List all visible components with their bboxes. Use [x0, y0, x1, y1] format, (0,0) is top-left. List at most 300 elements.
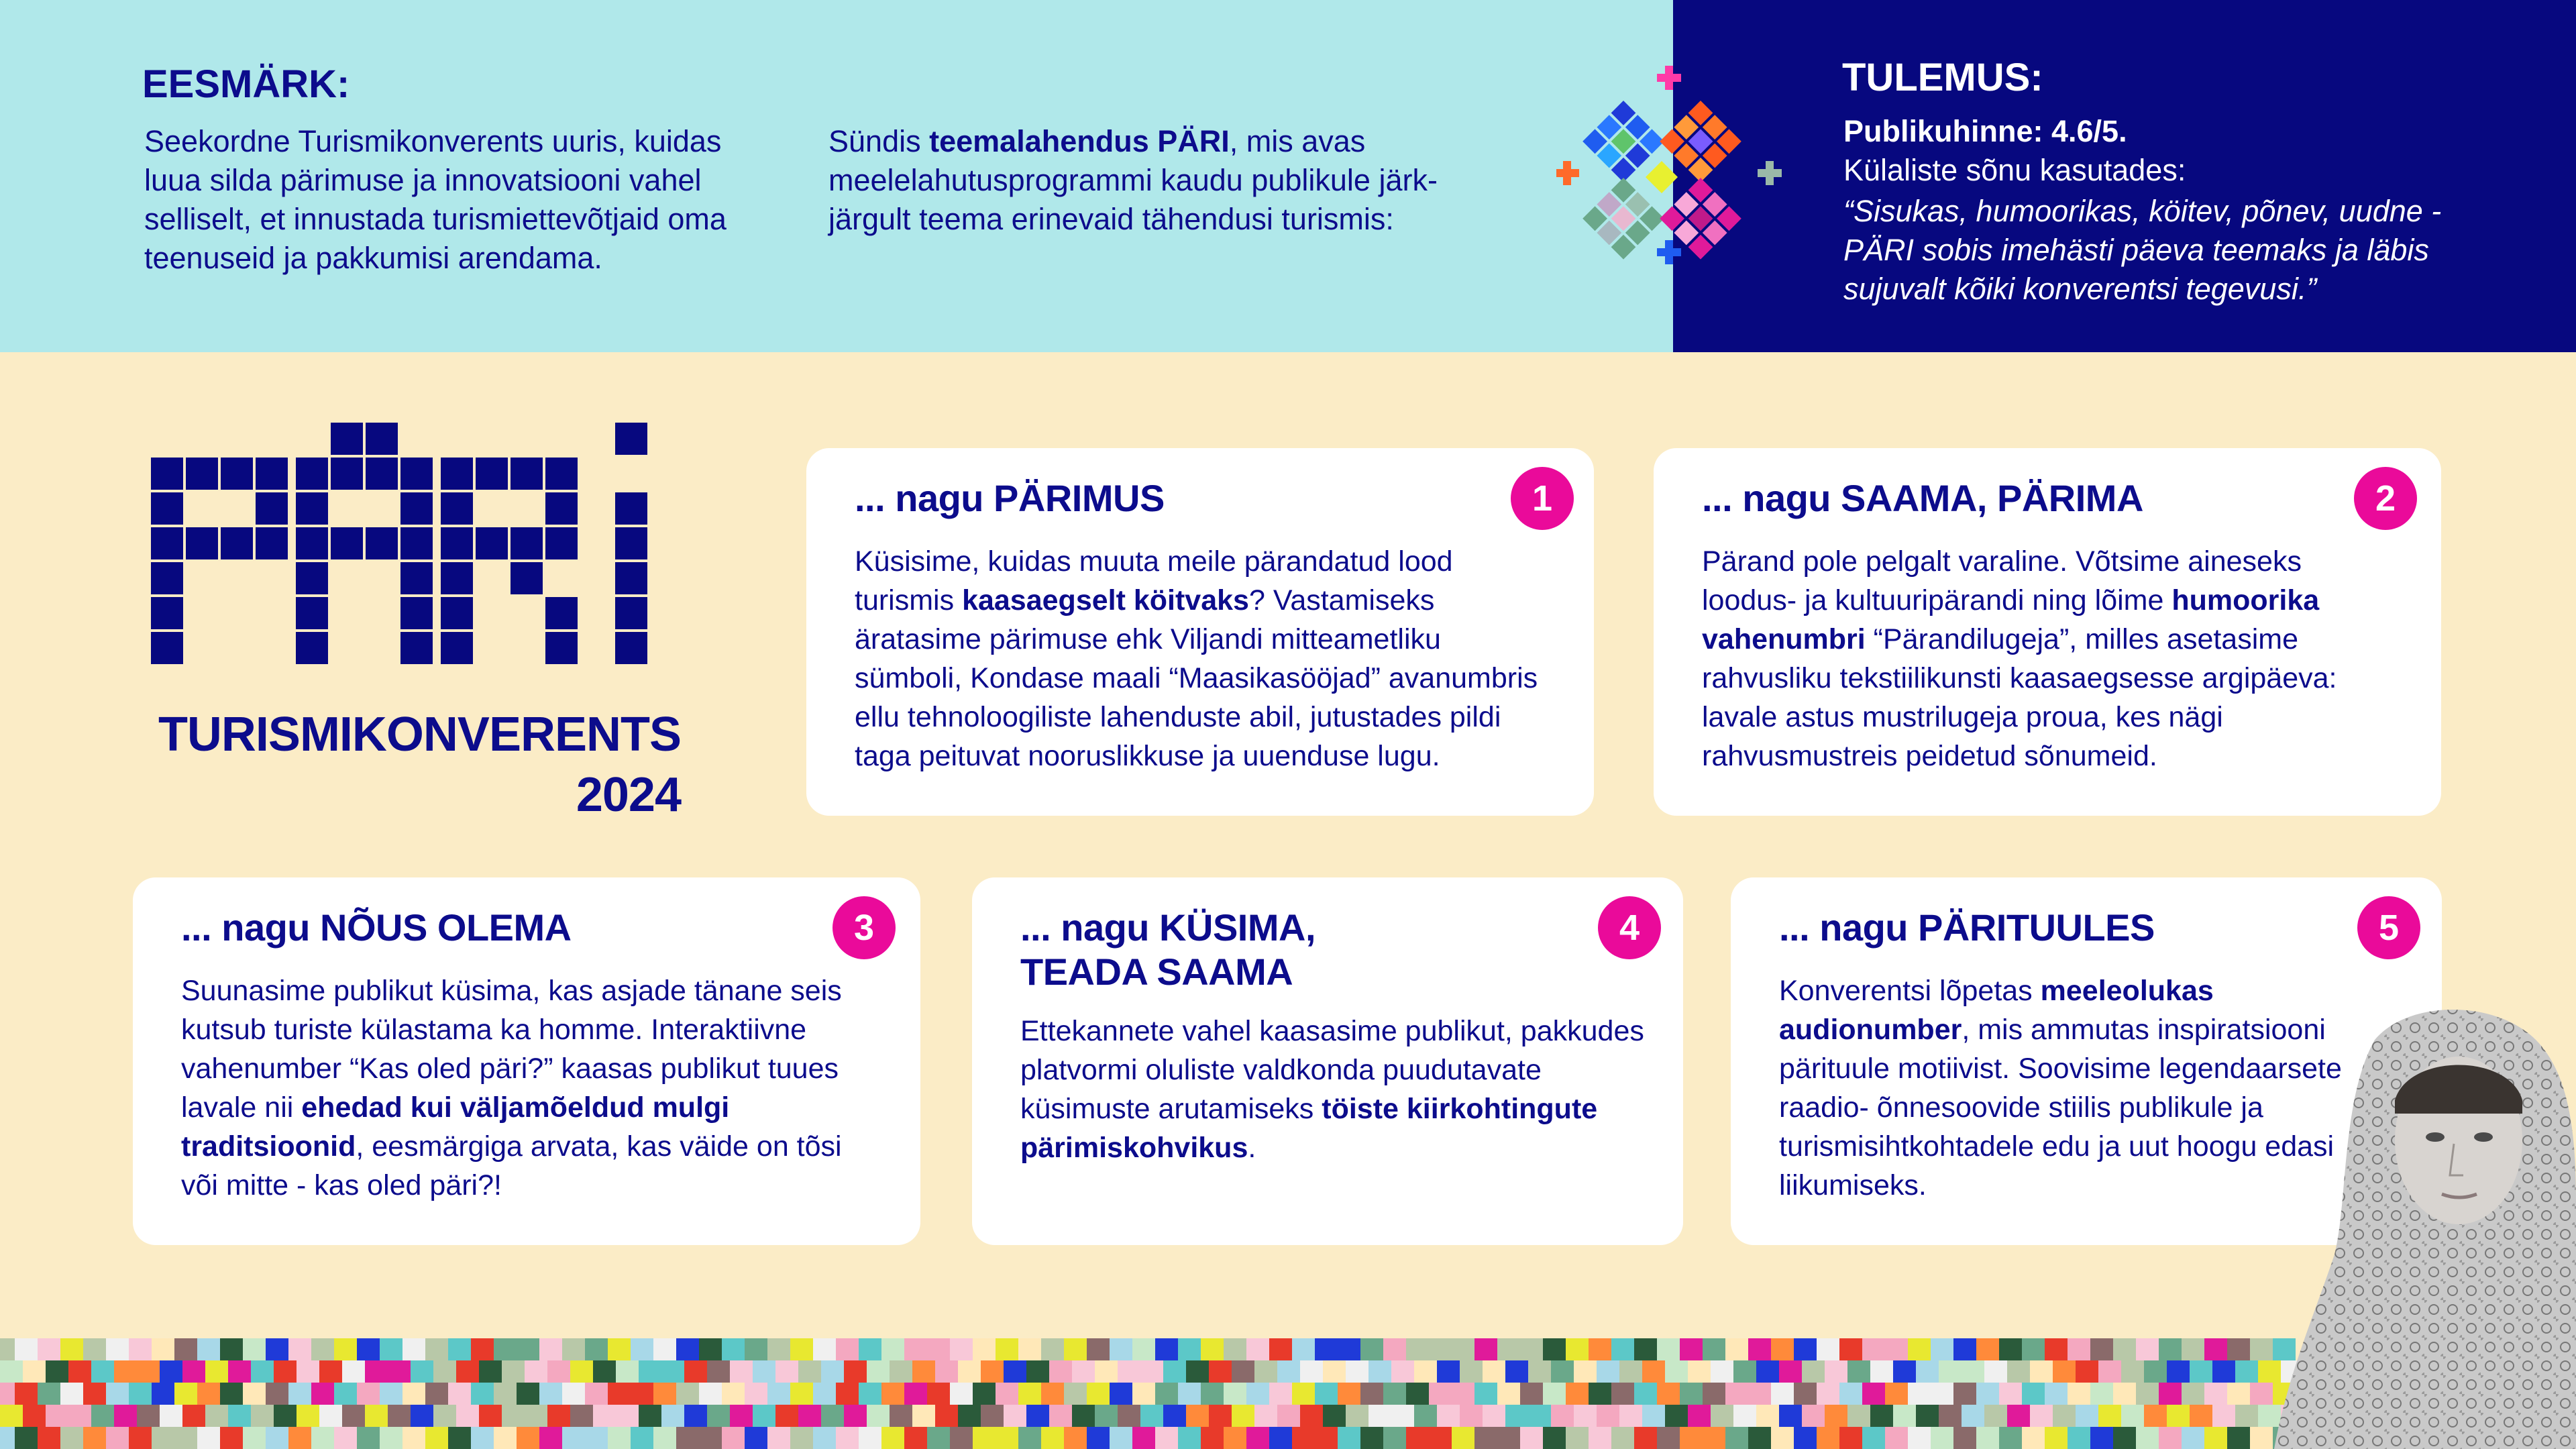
logo-pixel: [151, 597, 183, 629]
quilt-tile: [1269, 1427, 1292, 1449]
quilt-tile: [639, 1360, 661, 1383]
quilt-tile: [220, 1383, 243, 1405]
quilt-tile: [1429, 1383, 1452, 1405]
quilt-tile: [1368, 1405, 1391, 1427]
quilt-tile: [1178, 1383, 1201, 1405]
quilt-tile: [380, 1427, 402, 1449]
quilt-tile: [844, 1360, 867, 1383]
quilt-tile: [1201, 1427, 1224, 1449]
quilt-tile: [562, 1427, 585, 1449]
quilt-tile: [639, 1405, 661, 1427]
card-number-badge: 3: [833, 896, 896, 959]
quilt-tile: [2235, 1360, 2258, 1383]
quilt-tile: [562, 1383, 585, 1405]
quilt-tile: [676, 1383, 699, 1405]
quilt-tile: [1323, 1405, 1346, 1427]
quilt-tile: [958, 1405, 981, 1427]
quilt-tile: [1383, 1383, 1406, 1405]
quilt-tile: [1634, 1427, 1657, 1449]
quilt-tile: [981, 1405, 1004, 1427]
quilt-tile: [1642, 1405, 1665, 1427]
pattern-emblem: [1556, 60, 1791, 275]
quilt-tile: [23, 1405, 46, 1427]
quilt-tile: [1619, 1405, 1642, 1427]
quilt-tile: [1132, 1383, 1155, 1405]
quilt-tile: [1566, 1427, 1589, 1449]
quilt-tile: [2227, 1383, 2250, 1405]
quilt-tile: [1931, 1427, 1953, 1449]
quilt-tile: [813, 1427, 836, 1449]
quilt-tile: [2159, 1338, 2182, 1360]
quilt-tile: [1619, 1360, 1642, 1383]
quilt-tile: [1802, 1405, 1825, 1427]
quilt-tile: [1520, 1427, 1543, 1449]
quilt-tile: [2227, 1338, 2250, 1360]
quilt-tile: [881, 1383, 904, 1405]
quilt-tile: [2007, 1360, 2030, 1383]
quilt-tile: [448, 1427, 471, 1449]
quilt-tile: [1665, 1360, 1688, 1383]
quilt-tile: [1703, 1383, 1725, 1405]
quilt-tile: [867, 1405, 890, 1427]
quilt-tile: [228, 1405, 251, 1427]
quilt-tile: [1528, 1405, 1551, 1427]
quilt-tile: [1072, 1360, 1095, 1383]
quilt-tile: [1962, 1360, 1984, 1383]
quilt-tile: [15, 1338, 38, 1360]
quilt-tile: [433, 1360, 456, 1383]
logo-pixel: [441, 527, 473, 559]
quilt-tile: [653, 1383, 676, 1405]
quilt-tile: [1794, 1427, 1817, 1449]
logo-pixel: [366, 527, 398, 559]
quilt-tile: [174, 1427, 197, 1449]
quilt-tile: [1931, 1383, 1953, 1405]
quilt-tile: [684, 1360, 707, 1383]
quilt-tile: [1893, 1360, 1916, 1383]
quilt-tile: [1292, 1338, 1315, 1360]
quilt-tile: [1505, 1405, 1528, 1427]
logo-pixel: [331, 458, 363, 490]
quilt-tile: [996, 1338, 1018, 1360]
quilt-tile: [1209, 1405, 1232, 1427]
card-text-bold: meeleolukas audionumber: [1779, 975, 2214, 1046]
quilt-tile: [174, 1338, 197, 1360]
quilt-tile: [1984, 1360, 2007, 1383]
quilt-tile: [1155, 1338, 1178, 1360]
quilt-tile: [494, 1338, 517, 1360]
quilt-tile: [1254, 1405, 1277, 1427]
quilt-tile: [593, 1405, 616, 1427]
quilt-tile: [973, 1338, 996, 1360]
quilt-tile: [1026, 1405, 1049, 1427]
quilt-tile: [1597, 1405, 1619, 1427]
quilt-tile: [160, 1360, 182, 1383]
quilt-tile: [844, 1405, 867, 1427]
quilt-tile: [402, 1427, 425, 1449]
quilt-tile: [1140, 1360, 1163, 1383]
card-text-part: , mis ammutas inspiratsiooni pärituule motiivist. Soovisime legendaarsete raadio- õnnesoovide stiilis publikule ja turismisihtkohtadele edu ja uut hoogu edasi liikumiseks.: [1779, 1014, 2342, 1201]
quilt-tile: [365, 1360, 388, 1383]
quilt-tile: [1360, 1383, 1383, 1405]
quilt-tile: [973, 1427, 996, 1449]
quilt-tile: [60, 1338, 83, 1360]
quilt-tile: [935, 1360, 958, 1383]
quilt-tile: [1748, 1338, 1771, 1360]
quilt-tile: [1497, 1383, 1520, 1405]
quilt-tile: [631, 1427, 653, 1449]
quilt-tile: [707, 1360, 730, 1383]
quilt-tile: [684, 1405, 707, 1427]
quilt-tile: [1368, 1360, 1391, 1383]
card-title: ... nagu SAAMA, PÄRIMA: [1702, 477, 2143, 519]
logo-pixel: [256, 492, 288, 525]
quilt-tile: [2022, 1427, 2045, 1449]
quilt-tile: [319, 1405, 342, 1427]
quilt-tile: [2022, 1338, 2045, 1360]
quilt-tile: [1292, 1383, 1315, 1405]
quilt-tile: [448, 1338, 471, 1360]
quilt-tile: [1414, 1405, 1437, 1427]
logo-pixel: [151, 492, 183, 525]
quilt-tile: [1885, 1338, 1908, 1360]
quilt-tile: [608, 1383, 631, 1405]
card-text-part: Küsisime, kuidas muuta meile pärandatud lood turismis: [855, 545, 1453, 616]
quilt-tile: [1748, 1427, 1771, 1449]
quilt-tile: [1041, 1338, 1064, 1360]
quilt-tile: [205, 1405, 228, 1427]
quilt-tile: [775, 1360, 798, 1383]
quilt-tile: [1779, 1360, 1802, 1383]
logo-pixel: [441, 562, 473, 594]
quilt-tile: [433, 1405, 456, 1427]
quilt-tile: [2204, 1338, 2227, 1360]
quilt-tile: [1072, 1405, 1095, 1427]
woman-portrait-photo: [2274, 1000, 2576, 1449]
quilt-tile: [1018, 1427, 1041, 1449]
audience-score: Publikuhinne: 4.6/5.: [1843, 114, 2127, 148]
quilt-tile: [2076, 1360, 2098, 1383]
quilt-tile: [2113, 1338, 2136, 1360]
quilt-tile: [950, 1427, 973, 1449]
quilt-tile: [357, 1427, 380, 1449]
card-text: [855, 542, 1539, 775]
quilt-tile: [1155, 1427, 1178, 1449]
quilt-tile: [1163, 1405, 1186, 1427]
quilt-tile: [456, 1405, 479, 1427]
quilt-tile: [288, 1338, 311, 1360]
quilt-tile: [0, 1338, 15, 1360]
quilt-tile: [1254, 1360, 1277, 1383]
logo-pixel: [615, 423, 647, 455]
quilt-tile: [182, 1405, 205, 1427]
quilt-tile: [91, 1405, 114, 1427]
quilt-tile: [996, 1427, 1018, 1449]
quilt-tile: [1300, 1405, 1323, 1427]
quilt-tile: [471, 1427, 494, 1449]
quilt-tile: [106, 1427, 129, 1449]
quilt-tile: [1931, 1338, 1953, 1360]
quilt-tile: [1962, 1405, 1984, 1427]
quilt-tile: [1817, 1383, 1839, 1405]
quilt-tile: [1315, 1338, 1338, 1360]
quilt-tile: [1520, 1338, 1543, 1360]
quilt-tile: [2030, 1405, 2053, 1427]
quilt-tile: [288, 1383, 311, 1405]
quilt-tile: [616, 1360, 639, 1383]
quilt-tile: [1756, 1360, 1779, 1383]
quilt-tile: [2235, 1405, 2258, 1427]
quilt-tile: [2204, 1427, 2227, 1449]
quilt-tile: [1976, 1338, 1999, 1360]
quilt-tile: [2136, 1383, 2159, 1405]
quilt-tile: [1839, 1427, 1862, 1449]
quilt-tile: [60, 1383, 83, 1405]
quilt-tile: [197, 1338, 220, 1360]
quilt-tile: [722, 1383, 745, 1405]
card-title: ... nagu PÄRITUULES: [1779, 906, 2155, 949]
quilt-tile: [411, 1360, 433, 1383]
quilt-tile: [1049, 1360, 1072, 1383]
logo-pixel: [296, 458, 328, 490]
quilt-tile: [2045, 1383, 2068, 1405]
quilt-tile: [0, 1405, 23, 1427]
quilt-tile: [1551, 1405, 1574, 1427]
quilt-tile: [996, 1383, 1018, 1405]
quilt-tile: [494, 1383, 517, 1405]
quilt-tile: [1725, 1427, 1748, 1449]
quilt-tile: [1041, 1383, 1064, 1405]
quilt-tile: [836, 1338, 859, 1360]
quilt-tile: [790, 1427, 813, 1449]
quilt-tile: [1026, 1360, 1049, 1383]
card-title: [1020, 906, 1316, 994]
quilt-tile: [137, 1405, 160, 1427]
card-text-part: ? Vastamiseks äratasime pärimuse ehk Viljandi mitteametliku sümboli, Kondase maali “Maasikasööjad” avanumbris ellu tehnoloogiliste lahenduste abil, jutustades pildi taga peituvat nooruslikkuse ja uuenduse lugu.: [855, 584, 1538, 772]
logo-pixel: [511, 458, 543, 490]
quilt-tile: [479, 1405, 502, 1427]
quilt-tile: [517, 1427, 539, 1449]
quilt-tile: [1939, 1360, 1962, 1383]
logo-pixel: [256, 458, 288, 490]
quilt-tile: [2113, 1383, 2136, 1405]
quilt-tile: [1338, 1383, 1360, 1405]
quilt-tile: [1209, 1360, 1232, 1383]
quilt-tile: [152, 1338, 174, 1360]
quilt-tile: [525, 1405, 547, 1427]
quilt-tile: [1680, 1383, 1703, 1405]
quilt-tile: [1939, 1405, 1962, 1427]
quilt-tile: [950, 1383, 973, 1405]
quilt-tile: [1118, 1405, 1140, 1427]
quilt-tile: [334, 1383, 357, 1405]
quilt-tile: [129, 1427, 152, 1449]
quilt-tile: [753, 1405, 775, 1427]
quilt-tile: [402, 1383, 425, 1405]
quilt-tile: [767, 1427, 790, 1449]
quilt-tile: [1497, 1338, 1520, 1360]
quilt-tile: [1908, 1427, 1931, 1449]
quilt-tile: [1452, 1383, 1474, 1405]
quilt-tile: [981, 1360, 1004, 1383]
card-title-line: TEADA SAAMA: [1020, 951, 1293, 993]
quilt-tile: [562, 1338, 585, 1360]
quilt-tile: [60, 1427, 83, 1449]
quilt-tile: [859, 1338, 881, 1360]
quilt-tile: [1725, 1383, 1748, 1405]
quilt-tile: [1004, 1405, 1026, 1427]
quilt-tile: [1657, 1427, 1680, 1449]
card-kusima: [972, 877, 1683, 1245]
quilt-tile: [1703, 1338, 1725, 1360]
quilt-tile: [1589, 1427, 1611, 1449]
quilt-tile: [288, 1427, 311, 1449]
quilt-tile: [699, 1427, 722, 1449]
quilt-tile: [2022, 1383, 2045, 1405]
quilt-tile: [1391, 1360, 1414, 1383]
quilt-tile: [1543, 1383, 1566, 1405]
quilt-tile: [1064, 1427, 1087, 1449]
quilt-tile: [676, 1427, 699, 1449]
quilt-tile: [38, 1383, 60, 1405]
quilt-tile: [935, 1405, 958, 1427]
solution-text-post: , mis avas meelelahutusprogrammi kaudu publikule järk-järgult teema erinevaid tähendusi turismis:: [828, 124, 1438, 236]
quilt-tile: [2250, 1383, 2273, 1405]
quilt-tile: [973, 1383, 996, 1405]
quilt-tile: [1725, 1338, 1748, 1360]
quilt-tile: [547, 1360, 570, 1383]
card-nous-olema: [133, 877, 920, 1245]
quilt-tile: [1520, 1383, 1543, 1405]
quilt-tile: [23, 1360, 46, 1383]
quilt-tile: [1589, 1383, 1611, 1405]
quilt-tile: [927, 1427, 950, 1449]
quilt-tile: [1688, 1360, 1711, 1383]
quilt-tile: [243, 1427, 266, 1449]
quilt-tile: [539, 1338, 562, 1360]
logo-pixel: [441, 597, 473, 629]
quilt-tile: [813, 1338, 836, 1360]
quilt-tile: [334, 1427, 357, 1449]
quilt-tile: [297, 1360, 319, 1383]
quilt-tile: [1383, 1338, 1406, 1360]
quilt-tile: [676, 1338, 699, 1360]
quilt-tile: [2007, 1405, 2030, 1427]
quilt-tile: [91, 1360, 114, 1383]
quilt-tile: [881, 1427, 904, 1449]
quilt-tile: [425, 1427, 448, 1449]
quilt-tile: [1429, 1427, 1452, 1449]
logo-pixel: [186, 527, 218, 559]
quilt-tile: [1460, 1405, 1483, 1427]
quilt-tile: [1634, 1338, 1657, 1360]
logo-pixel: [296, 562, 328, 594]
quilt-tile: [152, 1427, 174, 1449]
quilt-tile: [1756, 1405, 1779, 1427]
quilt-tile: [1817, 1427, 1839, 1449]
quilt-tile: [2090, 1338, 2113, 1360]
quilt-tile: [38, 1427, 60, 1449]
quilt-tile: [1771, 1383, 1794, 1405]
quilt-tile: [1315, 1427, 1338, 1449]
quilt-tile: [2212, 1360, 2235, 1383]
quilt-tile: [2250, 1427, 2273, 1449]
logo-pixel: [296, 492, 328, 525]
quilt-tile: [2167, 1405, 2190, 1427]
quilt-tile: [1269, 1383, 1292, 1405]
logo-pixel: [476, 458, 508, 490]
logo-pixel: [296, 632, 328, 664]
quilt-tile: [881, 1338, 904, 1360]
quilt-tile: [2227, 1427, 2250, 1449]
quilt-tile: [1893, 1405, 1916, 1427]
guest-quote-intro: Külaliste sõnu kasutades:: [1843, 153, 2186, 187]
quilt-tile: [1885, 1383, 1908, 1405]
quilt-tile: [0, 1360, 23, 1383]
logo-pixel: [400, 458, 433, 490]
quilt-tile: [1132, 1338, 1155, 1360]
quilt-tile: [798, 1405, 821, 1427]
card-text: [1702, 542, 2400, 775]
quilt-tile: [585, 1427, 608, 1449]
quilt-tile: [653, 1338, 676, 1360]
quilt-tile: [220, 1427, 243, 1449]
quilt-tile: [2030, 1360, 2053, 1383]
quilt-tile: [1657, 1338, 1680, 1360]
quilt-tile: [767, 1338, 790, 1360]
quilt-tile: [1611, 1427, 1634, 1449]
quilt-tile: [1292, 1427, 1315, 1449]
quilt-tile: [1095, 1360, 1118, 1383]
quilt-tile: [1817, 1338, 1839, 1360]
quilt-tile: [357, 1383, 380, 1405]
quilt-tile: [1953, 1338, 1976, 1360]
quilt-tile: [616, 1405, 639, 1427]
quilt-tile: [502, 1360, 525, 1383]
quilt-tile: [1999, 1427, 2022, 1449]
quilt-tile: [1004, 1360, 1026, 1383]
quilt-tile: [1847, 1360, 1870, 1383]
quilt-tile: [129, 1383, 152, 1405]
quilt-tile: [1452, 1427, 1474, 1449]
quilt-tile: [68, 1360, 91, 1383]
quilt-tile: [319, 1360, 342, 1383]
quilt-tile: [1041, 1427, 1064, 1449]
quilt-tile: [927, 1383, 950, 1405]
quilt-tile: [1110, 1338, 1132, 1360]
quilt-tile: [1163, 1360, 1186, 1383]
quilt-tile: [334, 1338, 357, 1360]
logo-pixel: [441, 458, 473, 490]
quilt-tile: [2212, 1405, 2235, 1427]
quilt-tile: [1839, 1338, 1862, 1360]
quilt-tile: [767, 1383, 790, 1405]
quilt-tile: [2159, 1383, 2182, 1405]
quilt-tile: [1953, 1427, 1976, 1449]
quilt-tile: [859, 1383, 881, 1405]
quilt-tile: [0, 1383, 15, 1405]
quilt-tile: [380, 1383, 402, 1405]
quilt-tile: [1201, 1383, 1224, 1405]
quilt-tile: [1634, 1383, 1657, 1405]
logo-pixel: [296, 597, 328, 629]
quilt-tile: [1999, 1383, 2022, 1405]
quilt-tile: [1087, 1338, 1110, 1360]
quilt-tile: [821, 1360, 844, 1383]
quilt-tile: [570, 1405, 593, 1427]
logo-pixel: [366, 458, 398, 490]
quilt-tile: [1680, 1427, 1703, 1449]
